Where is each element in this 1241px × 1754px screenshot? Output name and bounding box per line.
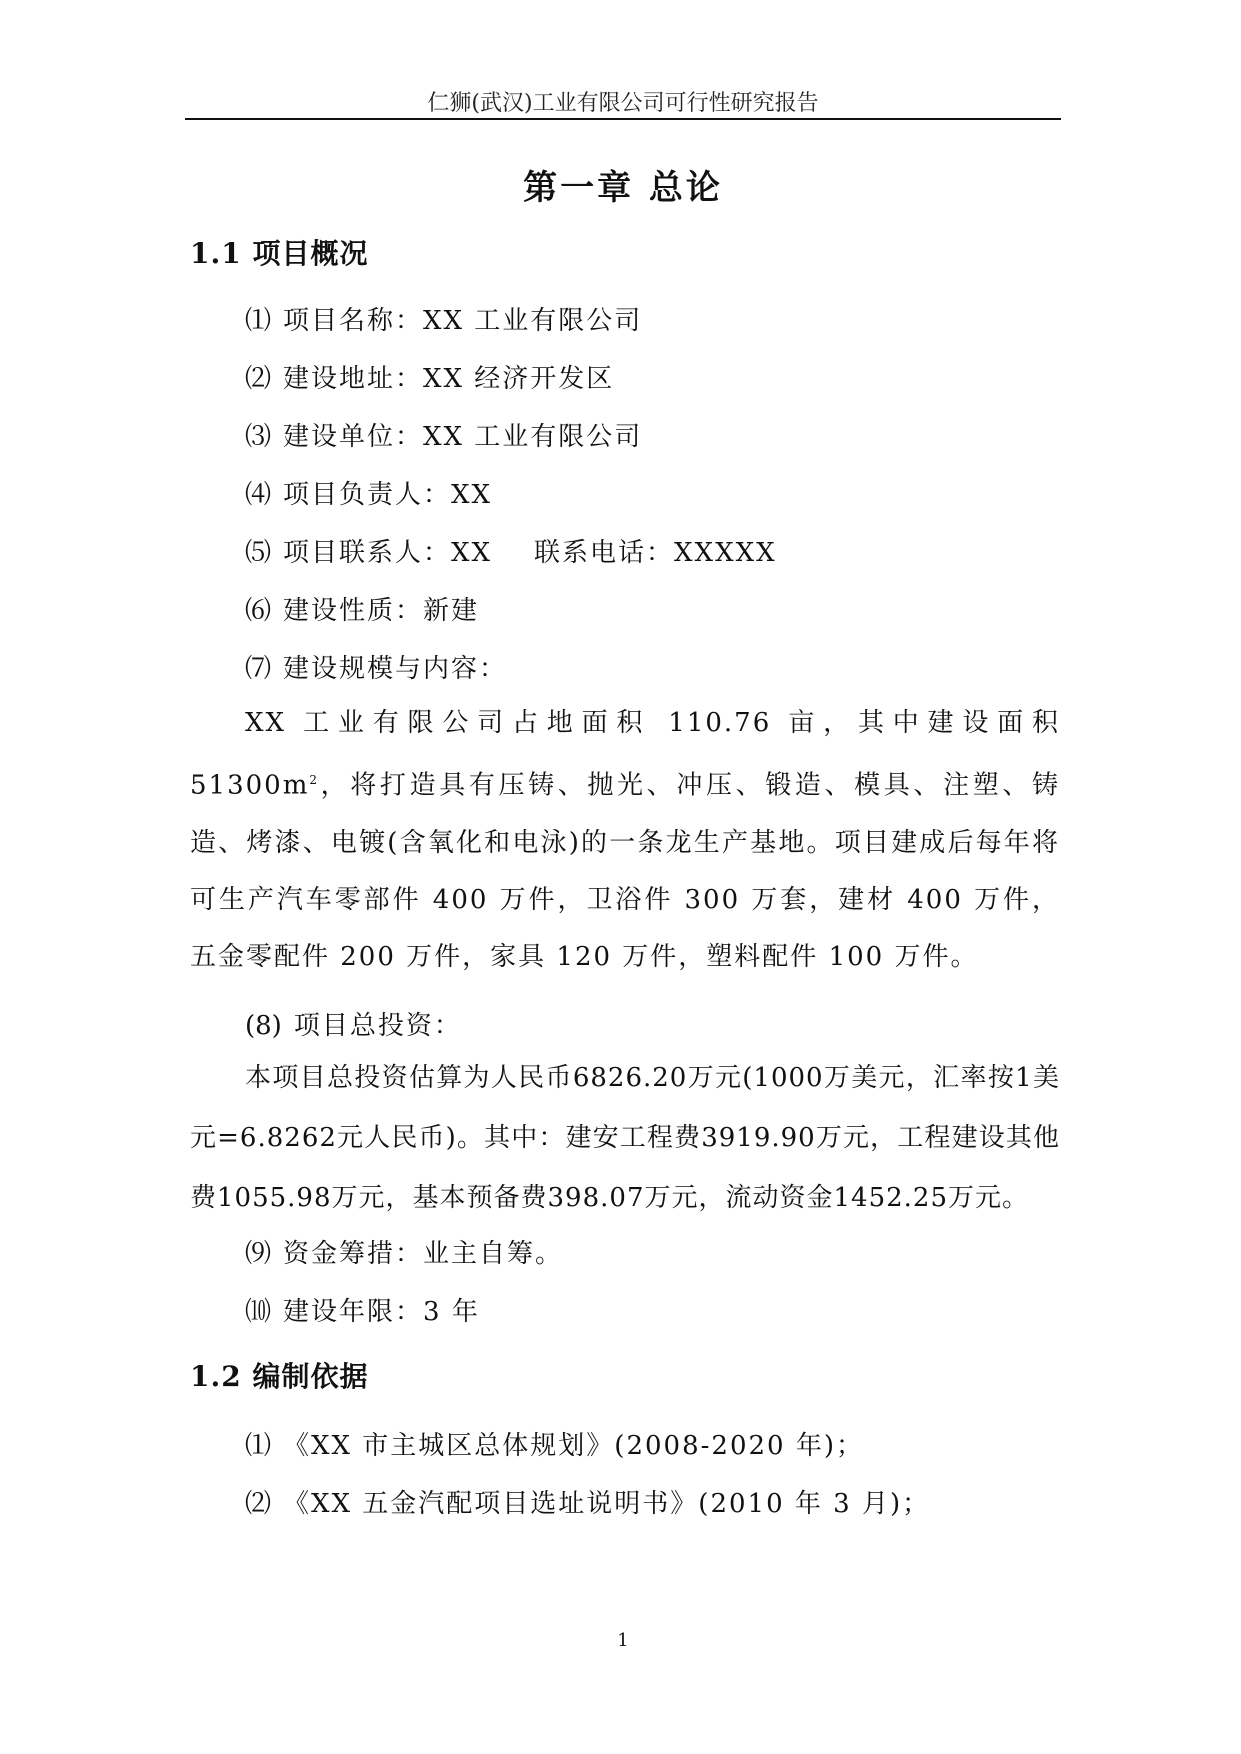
list-item	[245, 1005, 462, 1042]
item-number: ⑽	[245, 1297, 272, 1327]
item-text: 《XX 市主城区总体规划》(2008-2020 年)；	[283, 1431, 864, 1461]
list-item	[245, 300, 642, 337]
list-item	[245, 416, 642, 453]
item-text: 资金筹措：业主自筹。	[283, 1239, 564, 1269]
list-item	[245, 358, 614, 395]
item-text: 项目名称：XX 工业有限公司	[283, 306, 643, 336]
section-heading-1-1: 1.1 项目概况	[190, 237, 369, 270]
item-text: 建设性质：新建	[283, 596, 480, 626]
running-header: 仁狮(武汉)工业有限公司可行性研究报告	[427, 91, 819, 116]
item-text: 项目总投资：	[293, 1011, 462, 1041]
item-text: 建设年限：3 年	[283, 1297, 480, 1327]
list-item	[245, 1233, 563, 1270]
superscript: 2	[309, 773, 320, 787]
item-number: ⑹	[245, 596, 272, 626]
contact-phone: 联系电话：XXXXX	[534, 538, 777, 568]
item-number: ⑺	[245, 654, 272, 684]
list-item	[245, 1483, 930, 1520]
scale-paragraph	[190, 695, 1060, 986]
header-rule	[185, 118, 1061, 120]
page-number: 1	[617, 1630, 629, 1651]
item-number: ⑵	[245, 364, 272, 394]
investment-paragraph: 本项目总投资估算为人民币6826.20万元(1000万美元，汇率按1美元=6.8262元人民币)。其中：建安工程费3919.90万元，工程建设其他费1055.98万元，基本预备费398.07万元，流动资金1452.25万元。	[190, 1063, 1060, 1213]
item-number: ⑶	[245, 422, 272, 452]
item-number: ⑴	[245, 1431, 272, 1461]
list-item	[245, 1425, 864, 1462]
item-number: (8)	[245, 1011, 282, 1041]
list-item	[245, 474, 492, 511]
item-number: ⑼	[245, 1239, 272, 1269]
item-text: 建设单位：XX 工业有限公司	[283, 422, 643, 452]
scale-text-continued: ，将打造具有压铸、抛光、冲压、锻造、模具、注塑、铸造、烤漆、电镀(含氧化和电泳)的一条龙生产基地。项目建成后每年将可生产汽车零部件 400 万件，卫浴件 300 万套，建材 400 万件，五金零配件 200 万件，家具 120 万件，塑料配件 100 万件。	[190, 770, 1060, 972]
list-item	[245, 648, 507, 685]
list-item	[245, 590, 479, 627]
item-number: ⑷	[245, 480, 272, 510]
list-item	[245, 1291, 480, 1328]
item-text: 建设规模与内容：	[283, 654, 508, 684]
item-number: ⑴	[245, 306, 272, 336]
item-number: ⑸	[245, 538, 272, 568]
list-item	[245, 532, 777, 569]
item-number: ⑵	[245, 1489, 272, 1519]
scale-text: XX 工业有限公司占地面积 110.76 亩，其中建设面积 51300m	[190, 708, 1060, 801]
item-text: 项目负责人：XX	[283, 480, 493, 510]
item-text: 项目联系人：XX	[283, 538, 493, 568]
item-text: 建设地址：XX 经济开发区	[283, 364, 615, 394]
section-heading-1-2: 1.2 编制依据	[190, 1360, 369, 1393]
item-text: 《XX 五金汽配项目选址说明书》(2010 年 3 月)；	[283, 1489, 931, 1519]
chapter-title: 第一章 总论	[523, 168, 723, 208]
